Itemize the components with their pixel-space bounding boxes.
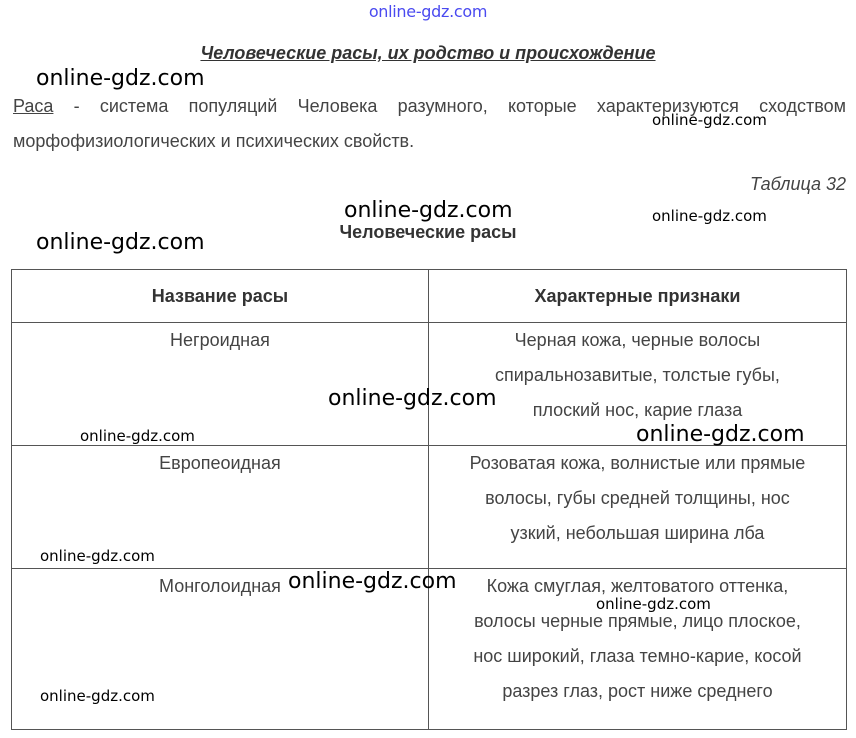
watermark: online-gdz.com (652, 207, 767, 225)
trait-line: Кожа смуглая, желтоватого оттенка, (486, 576, 789, 596)
race-traits (428, 446, 846, 569)
trait-line: разрез глаз, рост ниже среднего (502, 681, 773, 701)
watermark: online-gdz.com (328, 386, 497, 411)
watermark: online-gdz.com (652, 111, 767, 129)
watermark: online-gdz.com (36, 66, 205, 91)
trait-line: нос широкий, глаза темно-карие, косой (473, 646, 802, 666)
definition-text: - система популяций Человека разумного, которые характеризуются сходством морфофизиологических и психических свойств. (13, 96, 846, 151)
table-header-row (12, 270, 847, 323)
trait-line: плоский нос, карие глаза (532, 400, 743, 420)
trait-line: спиральнозавитые, толстые губы, (495, 365, 780, 385)
race-name: Негроидная (12, 323, 429, 446)
watermark: online-gdz.com (40, 547, 155, 565)
header-watermark: online-gdz.com (368, 2, 488, 21)
header-race-name: Название расы (12, 270, 429, 323)
definition-term: Раса (13, 96, 54, 116)
header-traits: Характерные признаки (428, 270, 846, 323)
race-name: Европеоидная (12, 446, 429, 569)
trait-line: Черная кожа, черные волосы (514, 330, 761, 350)
trait-line: Розоватая кожа, волнистые или прямые (469, 453, 806, 473)
table-caption: Человеческие расы (339, 222, 517, 242)
watermark: online-gdz.com (36, 230, 205, 255)
trait-line: узкий, небольшая ширина лба (510, 523, 765, 543)
watermark: online-gdz.com (636, 422, 805, 447)
page-title: Человеческие расы, их родство и происхождение (200, 43, 656, 63)
watermark: online-gdz.com (80, 427, 195, 445)
watermark: online-gdz.com (596, 595, 711, 613)
race-traits (428, 569, 846, 730)
table-number: Таблица 32 (749, 174, 846, 194)
watermark: online-gdz.com (40, 687, 155, 705)
trait-line: волосы, губы средней толщины, нос (485, 488, 790, 508)
watermark: online-gdz.com (288, 569, 457, 594)
watermark: online-gdz.com (344, 198, 513, 223)
race-name: Монголоидная (12, 569, 429, 730)
trait-line: волосы черные прямые, лицо плоское, (474, 611, 801, 631)
races-table (11, 269, 847, 730)
